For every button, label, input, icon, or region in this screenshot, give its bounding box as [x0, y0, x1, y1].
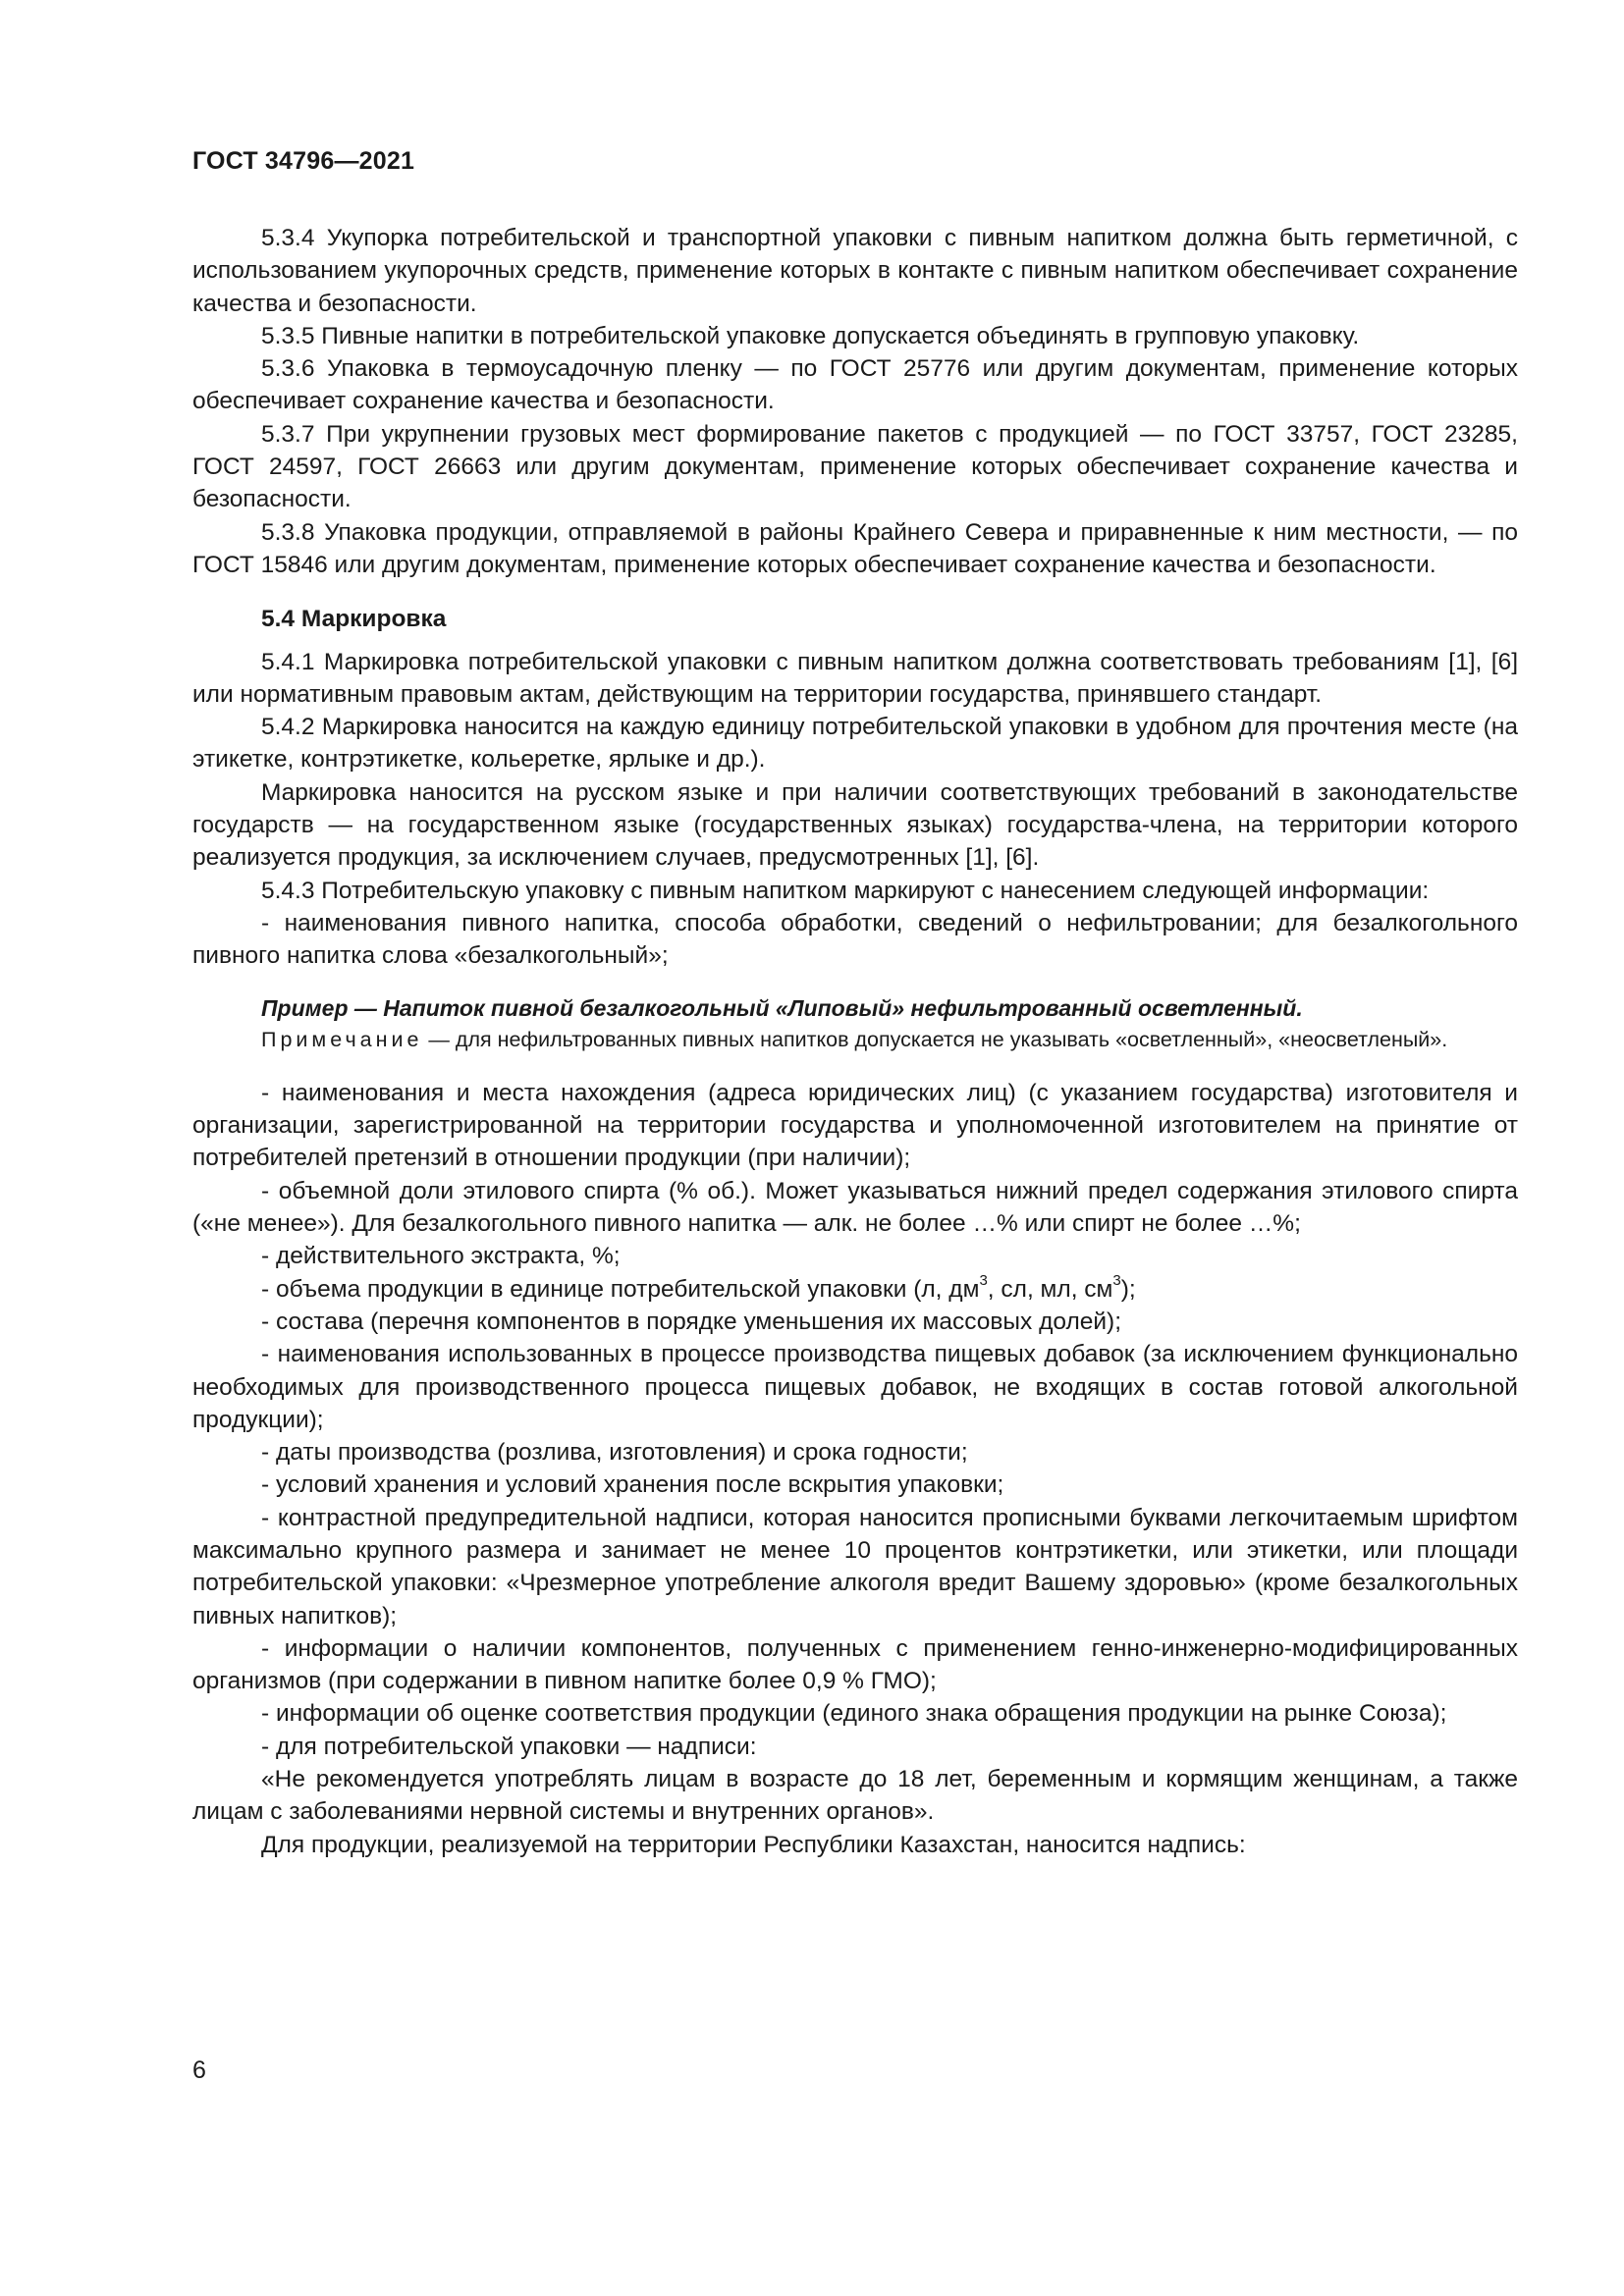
note [192, 1025, 1518, 1055]
document-body [192, 222, 1518, 1861]
clause-5-3-5: 5.3.5 Пивные напитки в потребительской упаковке допускается объединять в групповую упаковку. [261, 322, 1360, 349]
example-text: Пример — Напиток пивной безалкогольный «Липовый» нефильтрованный осветленный. [261, 994, 1303, 1021]
section-heading-5-4: 5.4 Маркировка [261, 606, 447, 633]
language-paragraph: Маркировка наносится на русском языке и при наличии соответствующих требований в законодательстве государств — на государственном языке (государственных языках) государства-члена, на территории которого реализуется продукция, за исключением случаев, предусмотренных [1], [6]. [192, 778, 1518, 872]
list-item-dates: - даты производства (розлива, изготовления) и срока годности; [261, 1439, 968, 1467]
kazakhstan-text: Для продукции, реализуемой на территории Республики Казахстан, наносится надпись: [261, 1831, 1246, 1858]
list-item-name: - наименования пивного напитка, способа обработки, сведений о нефильтровании; для безалкогольного пивного напитка слова «безалкогольный»; [192, 909, 1518, 970]
volume-sup-2: 3 [1112, 1272, 1121, 1290]
list-item-volume [192, 1273, 1518, 1306]
clause-5-4-1: 5.4.1 Маркировка потребительской упаковки с пивным напитком должна соответствовать требованиям [1], [6] или нормативным правовым актам, действующим на территории государства, принявшего стандарт. [192, 648, 1518, 708]
list-item-warning: - контрастной предупредительной надписи, которая наносится прописными буквами легкочитаемым шрифтом максимально крупного размера и занимает не менее 10 процентов контрэтикетки, или этикетки, или площади потребительской упаковки: «Чрезмерное употребление алкоголя вредит Вашему здоровью» (кроме безалкогольных пивных напитков); [192, 1504, 1518, 1629]
clause-5-3-8: 5.3.8 Упаковка продукции, отправляемой в районы Крайнего Севера и приравненные к ним местности, — по ГОСТ 15846 или другим документам, применение которых обеспечивает сохранение качества и безопасности. [192, 518, 1518, 578]
clause-5-4-2: 5.4.2 Маркировка наносится на каждую единицу потребительской упаковки в удобном для прочтения месте (на этикетке, контрэтикетке, кольеретке, ярлыке и др.). [192, 714, 1518, 774]
clause-5-4-3: 5.4.3 Потребительскую упаковку с пивным напитком маркируют с нанесением следующей информации: [261, 877, 1430, 904]
list-item-consumer-pack: - для потребительской упаковки — надписи: [261, 1733, 757, 1760]
clause-5-3-7: 5.3.7 При укрупнении грузовых мест формирование пакетов с продукцией — по ГОСТ 33757, ГОСТ 23285, ГОСТ 24597, ГОСТ 26663 или другим документам, применение которых обеспечивает сохранение качества и безопасности. [192, 420, 1518, 513]
clause-5-3-6: 5.3.6 Упаковка в термоусадочную пленку — по ГОСТ 25776 или другим документам, применение которых обеспечивает сохранение качества и безопасности. [192, 355, 1518, 415]
volume-text-1: - объема продукции в единице потребительской упаковки (л, дм [261, 1275, 980, 1303]
volume-text-2: , сл, мл, см [987, 1275, 1113, 1303]
note-label: Примечание [261, 1027, 423, 1051]
list-item-composition: - состава (перечня компонентов в порядке уменьшения их массовых долей); [261, 1308, 1122, 1335]
note-text: — для нефильтрованных пивных напитков допускается не указывать «осветленный», «неосветленый». [422, 1027, 1448, 1051]
list-item-alcohol: - объемной доли этилового спирта (% об.). Может указываться нижний предел содержания этилового спирта («не менее»). Для безалкогольного пивного напитка — алк. не более …% или спирт не более …%; [192, 1177, 1518, 1238]
list-item-storage: - условий хранения и условий хранения после вскрытия упаковки; [261, 1471, 1004, 1499]
list-item-conformity: - информации об оценке соответствия продукции (единого знака обращения продукции на рынке Союза); [261, 1700, 1447, 1728]
document-header: ГОСТ 34796—2021 [192, 147, 415, 175]
list-item-manufacturer: - наименования и места нахождения (адреса юридических лиц) (с указанием государства) изготовителя и организации, зарегистрированной на территории государства и уполномоченной изготовителем на принятие от потребителей претензий в отношении продукции (при наличии); [192, 1079, 1518, 1172]
clause-5-3-4: 5.3.4 Укупорка потребительской и транспортной упаковки с пивным напитком должна быть герметичной, с использованием укупорочных средств, применение которых в контакте с пивным напитком обеспечивает сохранение качества и безопасности. [192, 225, 1518, 317]
list-item-additives: - наименования использованных в процессе производства пищевых добавок (за исключением функционально необходимых для производственного процесса пищевых добавок, не входящих в состав готовой алкогольной продукции); [192, 1341, 1518, 1433]
list-item-gmo: - информации о наличии компонентов, полученных с применением генно-инженерно-модифицированных организмов (при содержании в пивном напитке более 0,9 % ГМО); [192, 1634, 1518, 1695]
list-item-extract: - действительного экстракта, %; [261, 1243, 621, 1270]
volume-sup-1: 3 [979, 1272, 988, 1290]
volume-text-3: ); [1120, 1275, 1136, 1303]
page-number: 6 [192, 2056, 206, 2084]
not-recommended-text: «Не рекомендуется употреблять лицам в возрасте до 18 лет, беременным и кормящим женщинам, а также лицам с заболеваниями нервной системы и внутренних органов». [192, 1766, 1518, 1826]
